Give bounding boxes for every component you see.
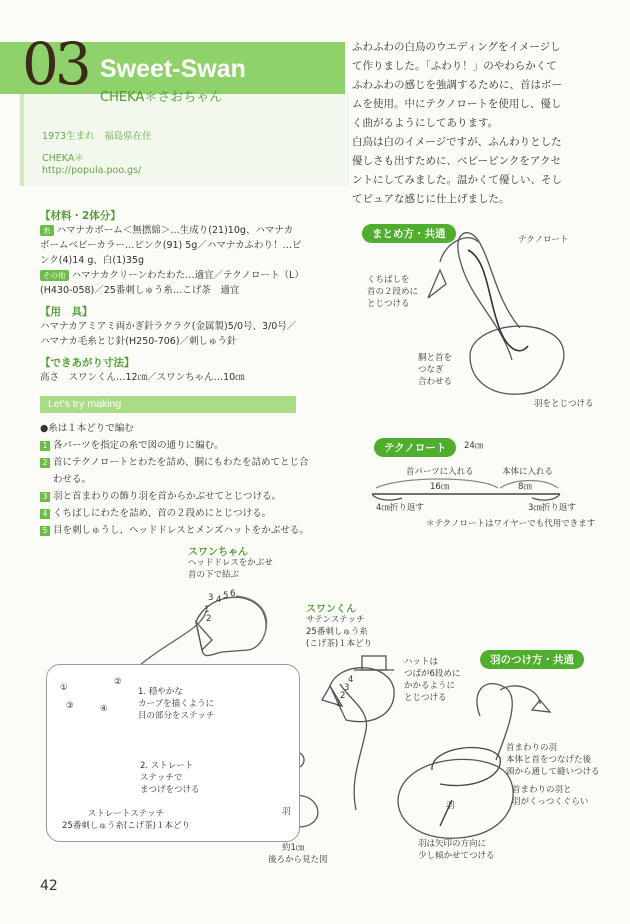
tools-line: ハマナカ毛糸とじ針(H250-706)／刺しゅう針	[40, 336, 237, 347]
swan-kun-note	[306, 614, 372, 650]
note-line: 羽は矢印の方向に	[418, 839, 487, 849]
step-text: 目を刺しゅうし、ヘッドドレスとメンズハットをかぶせる。	[53, 525, 309, 536]
note-line: 首まわりの羽と	[512, 785, 572, 795]
swan-kun-hat-note	[404, 656, 460, 704]
author-line: CHEKA＊さおちゃん	[100, 90, 223, 105]
techno-fold-4: 4㎝折り返す	[376, 503, 424, 513]
pattern-title: Sweet-Swan	[100, 55, 246, 83]
technoroto-wire	[468, 250, 528, 351]
note-line: (こげ茶)１本どり	[306, 639, 373, 649]
inset-step-2	[140, 760, 200, 796]
steps-lead: ●糸は１本どりで編む	[40, 423, 134, 434]
author-handle: CHEKA＊	[42, 153, 84, 164]
yarn-line: ンク(4)14 g、白(1)35g	[40, 255, 144, 266]
swan-chan-row-5: 5	[223, 591, 229, 601]
wing-note: 羽をとじつける	[534, 399, 594, 409]
swan-chan-row-4: 4	[216, 595, 222, 605]
materials-heading: 【材料・2体分】	[40, 210, 121, 222]
tilt-note	[418, 838, 495, 862]
intro-line: てピュアな感じに仕上げました。	[352, 193, 510, 205]
note-line: ストレートステッチ	[87, 809, 165, 819]
swan-chan-row-3: 3	[208, 593, 214, 603]
beak-note	[367, 274, 418, 310]
techno-pill: テクノロート	[374, 438, 456, 457]
inset-num-2: ②	[114, 677, 122, 687]
swan-chan-row-2: 2	[206, 614, 212, 624]
step-number: 3	[40, 492, 50, 502]
note-line: つなぎ	[418, 365, 444, 375]
yarn-tag: 糸	[40, 225, 54, 236]
inset-caption	[62, 808, 190, 832]
note-line: かかるように	[404, 681, 456, 691]
step-text: 各パーツを指定の糸で図の通りに編む。	[53, 440, 224, 451]
author-url[interactable]: http://popula.poo.gs/	[42, 165, 142, 176]
note-line: ヘッドドレスをかぶせ	[188, 558, 273, 568]
wing-attach-wing-label: 羽	[446, 801, 455, 811]
assembled-swan-neck	[458, 233, 520, 360]
swan-chan-headdress	[236, 596, 267, 640]
technoroto-label: テクノロート	[518, 235, 569, 245]
techno-body-in: 本体に入れる	[502, 467, 554, 477]
note-line: とじつける	[367, 299, 410, 309]
tools-line: ハマナカアミアミ両かぎ針ラクラク(金属製)5/0号、3/0号／	[40, 321, 297, 332]
techno-16cm: 16㎝	[430, 482, 450, 492]
back-view-wing-label: 羽	[282, 807, 291, 817]
wing-swan-neckruff	[432, 748, 500, 786]
intro-line: 白鳥は白のイメージですが、ふんわりとした	[352, 136, 562, 148]
step-number: 2	[40, 458, 50, 468]
letstry-label: Let's try making	[48, 398, 122, 410]
intro-line: て作りました。「ふわり！」のやわらかくて	[352, 60, 557, 72]
inset-num-3: ③	[66, 701, 74, 711]
body-neck-note	[418, 352, 452, 388]
note-line: ハットは	[404, 657, 439, 667]
note-line: 本体と首をつなげた後	[506, 755, 592, 765]
note-line: 少し傾かせてつける	[418, 851, 495, 861]
swan-chan-heading: スワンちゃん	[188, 547, 248, 558]
swan-chan-beak	[196, 622, 212, 650]
note-line: くちばしを	[367, 275, 410, 285]
size-line: 高さ スワンくん…12㎝／スワンちゃん…10㎝	[40, 372, 245, 383]
note-line: 2. ストレート	[140, 761, 194, 771]
swan-kun-neck	[340, 684, 367, 810]
intro-line: ントにしてみました。温かくて優しい、そし	[352, 174, 562, 186]
back-view-size: 約1㎝	[282, 843, 305, 853]
note-line: 羽がくっつくぐらい	[512, 797, 589, 807]
inset-step-1	[138, 686, 214, 722]
swan-chan-row-1: 1	[204, 605, 210, 615]
techno-8cm: 8㎝	[518, 482, 532, 492]
wing-swan-beak	[532, 700, 550, 712]
back-view-caption: 後ろから見た図	[268, 855, 328, 865]
swan-kun-heading: スワンくん	[306, 604, 356, 615]
size-heading: 【できあがり寸法】	[40, 357, 135, 369]
swan-kun-row-1: 1	[336, 699, 342, 709]
note-line: カーブを描くように	[138, 699, 215, 709]
note-line: とじつける	[404, 693, 447, 703]
other-line: ハマナカクリーンわたわた…適宜／テクノロート（L）	[71, 270, 304, 281]
swan-kun-row-4: 4	[348, 675, 354, 685]
swan-chan-row-6: 6	[230, 589, 236, 599]
note-line: 頭から通して縫いつける	[506, 767, 600, 777]
intro-line: ムを使用。中にテクノロートを使用し、優し	[352, 98, 562, 110]
note-line: 胴と首を	[418, 353, 453, 363]
techno-note: ＊テクノロートはワイヤーでも代用できます	[426, 519, 596, 529]
assembled-swan-beak	[428, 270, 446, 298]
neck-wing-note	[506, 742, 600, 778]
matome-pill: まとめ方・共通	[362, 224, 456, 243]
techno-neck-in: 首パーツに入れる	[406, 467, 474, 477]
swan-kun-row-2: 2	[340, 691, 346, 701]
step-2-cont: わせる。	[53, 474, 92, 485]
step-text: 羽と首まわりの飾り羽を首からかぶせてとじつける。	[53, 491, 282, 502]
note-line: ステッチで	[140, 773, 183, 783]
note-line: 首まわりの羽	[506, 743, 558, 753]
step-number: 1	[40, 441, 50, 451]
step-number: 5	[40, 526, 50, 536]
tools-heading: 【用 具】	[40, 306, 93, 318]
note-line: まつげをつける	[140, 785, 200, 795]
swan-chan-note	[188, 557, 273, 581]
assembled-swan-body	[470, 326, 564, 394]
note-line: つばが6段めに	[404, 669, 461, 679]
swan-kun-row-3: 3	[344, 683, 350, 693]
note-line: 合わせる	[418, 377, 453, 387]
techno-fold-right	[532, 494, 560, 500]
note-line: 首の下で結ぶ	[188, 570, 240, 580]
techno-fold-3: 3㎝折り返す	[528, 503, 576, 513]
note-line: 25番刺しゅう糸(こげ茶)１本どり	[62, 821, 190, 831]
intro-line: ふわふわの白鳥のウエディングをイメージし	[352, 41, 561, 53]
yarn-line: ハマナカボーム＜無撚綿＞…生成り(21)10g、ハマナカ	[56, 225, 294, 236]
author-birth: 1973生まれ 福島県在住	[42, 131, 152, 142]
page-number: 42	[40, 878, 58, 894]
inset-arrow	[140, 612, 206, 665]
other-line: (H430-058)／25番刺しゅう糸…こげ茶 適宜	[40, 285, 240, 296]
techno-length: 24㎝	[464, 441, 484, 451]
wing-attach-pill: 羽のつけ方・共通	[480, 650, 584, 669]
inset-num-1: ①	[60, 683, 68, 693]
note-line: 25番刺しゅう糸	[306, 627, 368, 637]
pattern-number: 03	[22, 30, 88, 98]
step-text: くちばしにわたを詰め、首の２段めにとじつける。	[53, 508, 272, 519]
other-tag: その他	[40, 270, 69, 281]
intro-line: ふわふわの感じを強調するために、首はボー	[352, 79, 562, 91]
intro-line: 優しさも出すために、ベビーピンクをアクセ	[352, 155, 562, 167]
intro-line: く曲がるようにしてあります。	[352, 117, 499, 129]
inset-num-4: ④	[100, 704, 108, 714]
touch-note	[512, 784, 588, 808]
step-text: 首にテクノロートとわたを詰め、胴にもわたを詰めてとじ合	[53, 457, 309, 468]
techno-fold-left	[372, 494, 402, 500]
note-line: 首の２段めに	[367, 287, 419, 297]
note-line: サテンステッチ	[306, 615, 365, 625]
note-line: 1. 穏やかな	[138, 687, 183, 697]
step-number: 4	[40, 509, 50, 519]
yarn-line: ボームベビーカラー…ピンク(91) 5g／ハマナカふわり！…ピ	[40, 240, 302, 251]
note-line: 目の部分をステッチ	[138, 711, 215, 721]
